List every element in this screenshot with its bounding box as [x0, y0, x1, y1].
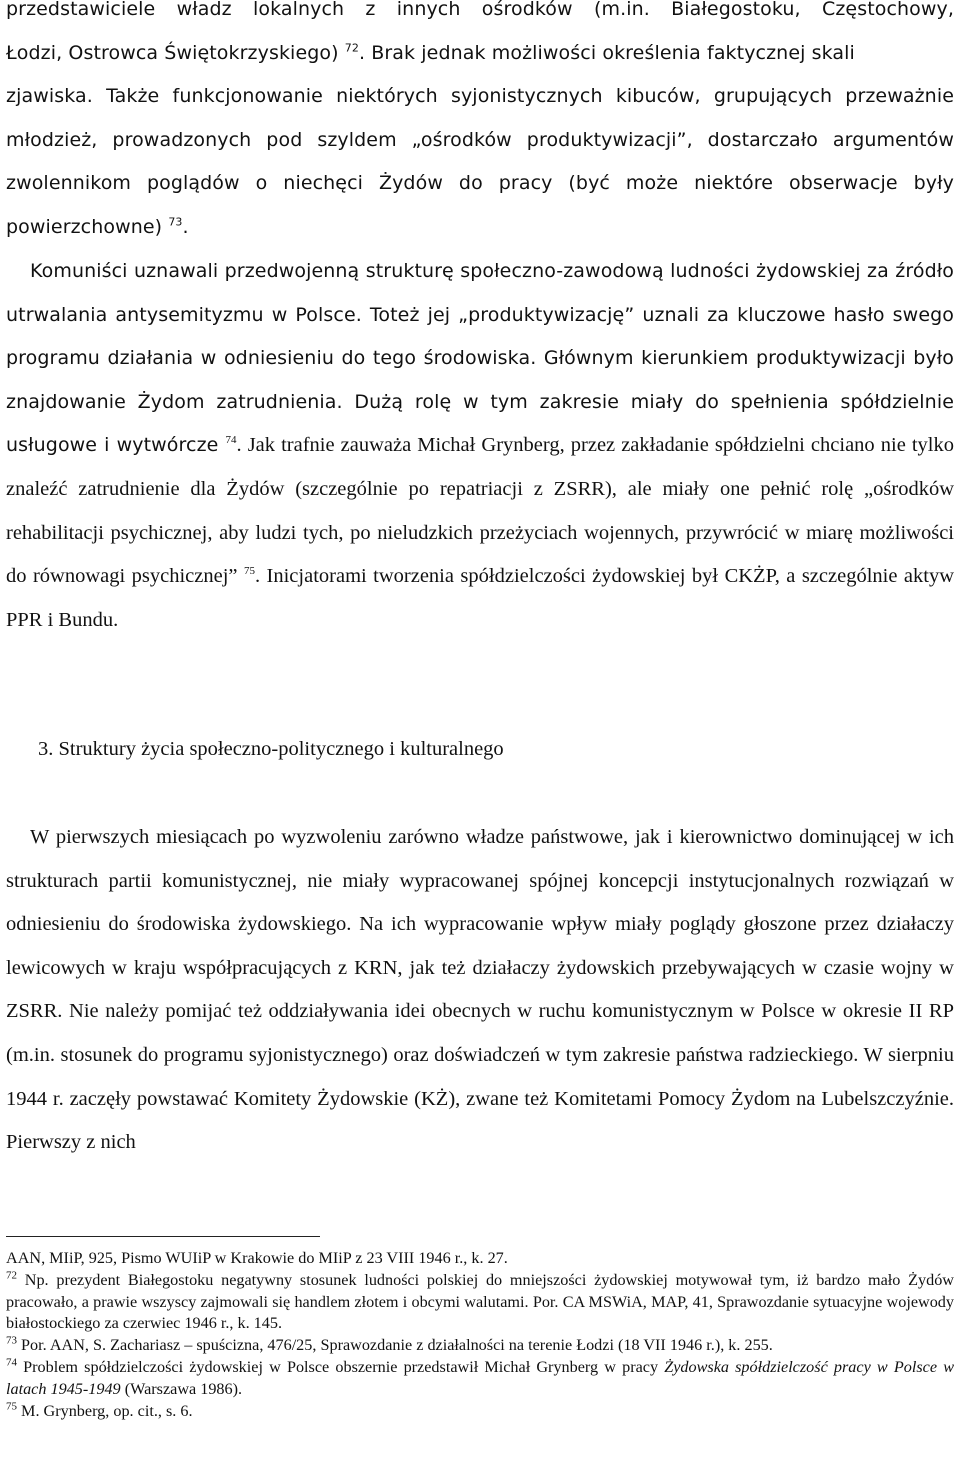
footnote-75-text: M. Grynberg, op. cit., s. 6.: [17, 1401, 193, 1420]
footnote-number-73: 73: [6, 1334, 17, 1347]
footnote-73: [6, 1335, 954, 1357]
text-pierwszych: W pierwszych miesiącach po wyzwoleniu zarówno władze państwowe, jak i kierownictwo dominującej w ich strukturach partii komunistycznej, nie miały wypracowanej spójnej koncepcji instytucjonalnych rozwiązań w odniesieniu do środowiska żydowskiego. Na ich wypracowanie wpływ miały poglądy głoszone przez działaczy lewicowych w kraju współpracujących z KRN, jak też działaczy żydowskich przebywających w czasie wojny w ZSRR. Nie należy pomijać też oddziaływania idei obecnych w ruchu komunistycznym w Polsce w okresie II RP (m.in. stosunek do programu syjonistycznego) oraz doświadczeń w tym zakresie państwa radzieckiego. W sierpniu 1944 r. zaczęły powstawać Komitety Żydowskie (KŻ), zwane też Komitetami Pomocy Żydom na Lubelszczyźnie. Pierwszy z nich: [6, 826, 954, 1154]
footnote-75: [6, 1401, 954, 1423]
footnote-number-74: 74: [6, 1356, 17, 1369]
footnote-number-72: 72: [6, 1269, 17, 1282]
footnote-71-continuation: AAN, MIiP, 925, Pismo WUIiP w Krakowie do MIiP z 23 VIII 1946 r., k. 27.: [6, 1249, 508, 1267]
footnote-divider: [6, 1236, 320, 1237]
footnote-ref-75[interactable]: 75: [243, 565, 255, 578]
footnote-ref-72[interactable]: 72: [344, 41, 359, 55]
text-continuation-body: zjawiska. Także funkcjonowanie niektórych syjonistycznych kibuców, grupujących przeważnie młodzież, prowadzonych pod szyldem „ośrodków produktywizacji”, dostarczało argumentów zwolennikom poglądów o niechęci Żydów do pracy (być może niektóre obserwacje były powierzchowne): [6, 85, 954, 238]
footnote-74-title: Żydowska spółdzielczość pracy w Polsce w latach 1945-1949: [6, 1357, 954, 1398]
footnote-74-text: Problem spółdzielczości żydowskiej w Polsce obszernie przedstawił Michał Grynberg w pracy: [17, 1357, 665, 1376]
footnote-74-text-end: (Warszawa 1986).: [120, 1379, 243, 1398]
section-heading: 3. Struktury życia społeczno-politycznego i kulturalnego: [38, 738, 504, 760]
text-period: .: [182, 215, 189, 238]
footnote-72: [6, 1270, 954, 1335]
text-line-1: przedstawiciele władz lokalnych z innych ośrodków (m.in. Białegostoku, Częstochowy,: [6, 0, 954, 20]
footnote-74: [6, 1357, 954, 1401]
text-komunisci-a: Komuniści uznawali przedwojenną strukturę społeczno-zawodową ludności żydowskiej za źródło utrwalania antysemityzmu w Polsce. Toteż jej „produktywizację” uznali za kluczowe hasło swego programu działania w odniesieniu do tego środowiska. Głównym kierunkiem produktywizacji było znajdowanie Żydom zatrudnienia. Dużą rolę w tym zakresie miały do spełnienia spółdzielnie usługowe i wytwórcze: [6, 260, 954, 457]
paragraph-continuation: [6, 0, 954, 250]
paragraph-komunisci: [6, 250, 954, 642]
text-line-2: Łodzi, Ostrowca Świętokrzyskiego): [6, 41, 345, 64]
footnote-72-text: Np. prezydent Białegostoku negatywny stosunek ludności polskiej do mniejszości żydowskiej motywował tym, iż bardzo mało Żydów pracowało, a prawie wszyscy zajmowali się handlem złotem i obcymi walutami. Por. CA MSWiA, MAP, 41, Sprawozdanie sytuacyjne wojewody białostockiego za czerwiec 1946 r., k. 145.: [6, 1270, 954, 1333]
text-line-2b: . Brak jednak możliwości określenia faktycznej skali: [358, 41, 855, 64]
text-komunisci-c: . Inicjatorami tworzenia spółdzielczości żydowskiej był CKŻP, a szczególnie aktyw PPR i Bundu.: [6, 565, 954, 631]
footnote-number-75: 75: [6, 1400, 17, 1413]
paragraph-pierwszych: [6, 816, 954, 1165]
footnotes: [6, 1248, 954, 1422]
footnote-ref-74[interactable]: 74: [225, 434, 237, 447]
text-komunisci-b: . Jak trafnie zauważa Michał Grynberg, przez zakładanie spółdzielni chciano nie tylko znaleźć zatrudnienie dla Żydów (szczególnie po repatriacji z ZSRR), ale miały one pełnić rolę „ośrodków rehabilitacji psychicznej, aby ludzi tych, po nieludzkich przeżyciach wojennych, przywrócić w miarę możliwości do równowagi psychicznej”: [6, 434, 954, 588]
footnote-73-text: Por. AAN, S. Zachariasz – spuścizna, 476/25, Sprawozdanie z działalności na terenie Łodzi (18 VII 1946 r.), k. 255.: [17, 1336, 773, 1355]
footnote-ref-73[interactable]: 73: [168, 215, 183, 229]
